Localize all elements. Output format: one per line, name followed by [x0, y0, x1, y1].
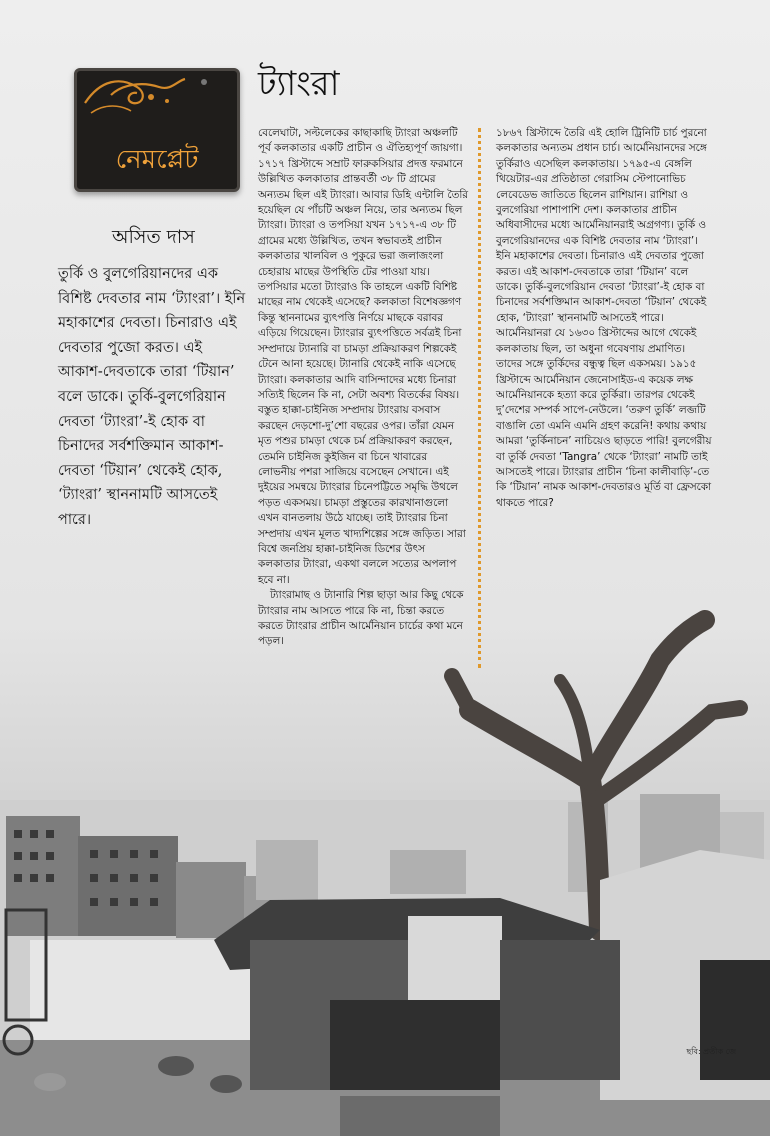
nameplate-badge [74, 68, 240, 192]
article-column-2 [496, 126, 712, 511]
author-name: অসিত দাস [112, 226, 195, 248]
section-label: নেমপ্লেট [115, 145, 199, 175]
pin-icon [201, 79, 207, 85]
paragraph: বেলেঘাটা, সল্টলেকের কাছাকাছি ট্যাংরা অঞ্চলটি পূর্ব কলকাতার একটি প্রাচীন ও ঐতিহ্যপূর্ণ জায়গা। ১৭১৭ খ্রিস্টাব্দে সম্রাট ফারুকসিয়ার প্রদত্ত ফরমানে উল্লিখিত কলকাতার প্রান্তবর্তী ৩৮ টি গ্রামের অন্যতম ছিল এই ট্যাংরা। আবার ডিহি এন্টালি তৈরি হয়েছিল যে পাঁচটি অঞ্চল নিয়ে, তার অন্যতম ছিল ট্যাংরা। ট্যাংরা ও তপসিয়া যখন ১৭১৭-এ ৩৮ টি গ্রামের মধ্যে উল্লিখিত, তখন স্বভাবতই প্রাচীন কলকাতার খালবিল ও পুকুরে ভরা জলাজংলা চেহারায় মাছের উপস্থিতি টের পাওয়া যায়। তপসিয়ার মতো ট্যাংরাও কি তাহলে একটি বিশিষ্ট মাছের নাম থেকেই এসেছে? কলকাতা বিশেষজ্ঞগণ কিন্তু স্থাননামের ব্যুৎপত্তি নির্ণয়ে মাছকে বরাবর এড়িয়ে গিয়েছেন। ট্যাংরার ব্যুৎপত্তিতে সর্বত্রই চিনা সম্প্রদায়ে ট্যানারি বা চামড়া প্রক্রিয়াকরণ শিল্পকেই টেনে আনা হয়েছে। ট্যানারি থেকেই নাকি এসেছে ট্যাংরা। কলকাতার আদি বাসিন্দাদের মধ্যে চিনারা সত্যিই ছিলেন কি না, সেটা অবশ্য বিতর্কের বিষয়। বস্তুত হাক্কা-চাইনিজ সম্প্রদায় ট্যাংরায় বসবাস করছেন দেড়শো-দু’শো বছরের ওপর। তাঁরা যেমন মৃত পশুর চামড়া থেকে চর্ম প্রক্রিয়াকরণ করছেন, তেমনি চাইনিজ কুইজিন বা চিনে খাবারের লোভনীয় পশরা সাজিয়ে বসেছেন সেখানে। এই দুইয়ের সমন্বয়ে ট্যাংরার চিনেপট্টিতে সমৃদ্ধি উথলে পড়ত একসময়। চামড়া প্রস্তুতের কারখানাগুলো এখন বানতলায় উঠে যাচ্ছে। তাই ট্যাংরার চিনা সম্প্রদায় এখন মূলত খাদ্যশিল্পের সঙ্গে জড়িত। সারা বিশ্বে জনপ্রিয় হাক্কা-চাইনিজ ডিশের উৎস কলকাতার ট্যাংরা, একথা বললে সত্যের অপলাপ হবে না। [258, 127, 469, 586]
flourish-icon [81, 73, 191, 119]
paragraph: ট্যাংরামাছ ও ট্যানারি শিল্প ছাড়া আর কিছু থেকে ট্যাংরার নাম আসতে পারে কি না, চিন্তা করতে করতে ট্যাংরার প্রাচীন আর্মেনিয়ান চার্চের কথা মনে পড়ল। [258, 589, 464, 648]
article-column-1 [258, 126, 468, 650]
column-divider [478, 128, 481, 668]
photo-credit: ছবি: প্রতীক জে [686, 1047, 736, 1056]
article-title: ট্যাংরা [258, 64, 340, 104]
paragraph: ১৮৬৭ খ্রিস্টাব্দে তৈরি এই হোলি ট্রিনিটি চার্চ পুরনো কলকাতার অন্যতম প্রধান চার্চ। আর্মেনিয়ানদের সঙ্গে তুর্কিরাও এসেছিল কলকাতায়। ১৭৯৫-এ বেঙ্গলি থিয়েটার-এর প্রতিষ্ঠাতা গেরাসিম স্টেপানোভিচ লেবেডেভ জাতিতে ছিলেন রাশিয়ান। রাশিয়া ও বুলগেরিয়া পাশাপাশি দেশ। কলকাতার প্রাচীন অধিবাসীদের মধ্যে আর্মেনিয়ানরাই অগ্রগণ্য। তুর্কি ও বুলগেরিয়ানদের এক বিশিষ্ট দেবতার নাম ‘ট্যাংরা’। ইনি মহাকাশের দেবতা। চিনারাও এই দেবতার পুজো করত। এই আকাশ-দেবতাকে তারা ‘টিয়ান’ বলে ডাকে। তুর্কি-বুলগেরিয়ান দেবতা ‘ট্যাংরা’-ই হোক বা চিনাদের সর্বশক্তিমান আকাশ-দেবতা ‘টিয়ান’ থেকেই হোক, ‘ট্যাংরা’ স্থাননামটি আসতেই পারে। আর্মেনিয়ানরা যে ১৬৩০ খ্রিস্টাব্দের আগে থেকেই কলকাতায় ছিল, তা অধুনা গবেষণায় প্রমাণিত। তাদের সঙ্গে তুর্কিদের বন্ধুত্ব ছিল একসময়। ১৯১৫ খ্রিস্টাব্দে আর্মেনিয়ান জেনোসাইড-এ কয়েক লক্ষ আর্মেনিয়ানকে হত্যা করে তুর্কিরা। তারপর থেকেই দু’দেশের সম্পর্ক সাপে-নেউলে। ‘তরুণ তুর্কি’ লব্জটি বাঙালি তো এমনি এমনি গ্রহণ করেনি! কথায় কথায় আমরা ‘তুর্কিনাচন’ নাচিয়েও ছাড়তে পারি! বুলগেরীয় বা তুর্কি দেবতা ‘Tangra’ থেকে ‘ট্যাংরা’ নামটি তাই আসতেই পারে। ট্যাংরার প্রাচীন ‘চিনা কালীবাড়ি’-তে কি ‘টিয়ান’ নামক আকাশ-দেবতারও মূর্তি বা ফ্রেসকো থাকতে পারে? [496, 127, 712, 509]
pull-quote: তুর্কি ও বুলগেরিয়ানদের এক বিশিষ্ট দেবতার নাম ‘ট্যাংরা’। ইনি মহাকাশের দেবতা। চিনারাও এই দেবতার পুজো করত। এই আকাশ-দেবতাকে তারা ‘টিয়ান’ বলে ডাকে। তুর্কি-বুলগেরিয়ান দেবতা ‘ট্যাংরা’-ই হোক বা চিনাদের সর্বশক্তিমান আকাশ-দেবতা ‘টিয়ান’ থেকেই হোক, ‘ট্যাংরা’ স্থাননামটি আসতেই পারে। [58, 266, 246, 528]
